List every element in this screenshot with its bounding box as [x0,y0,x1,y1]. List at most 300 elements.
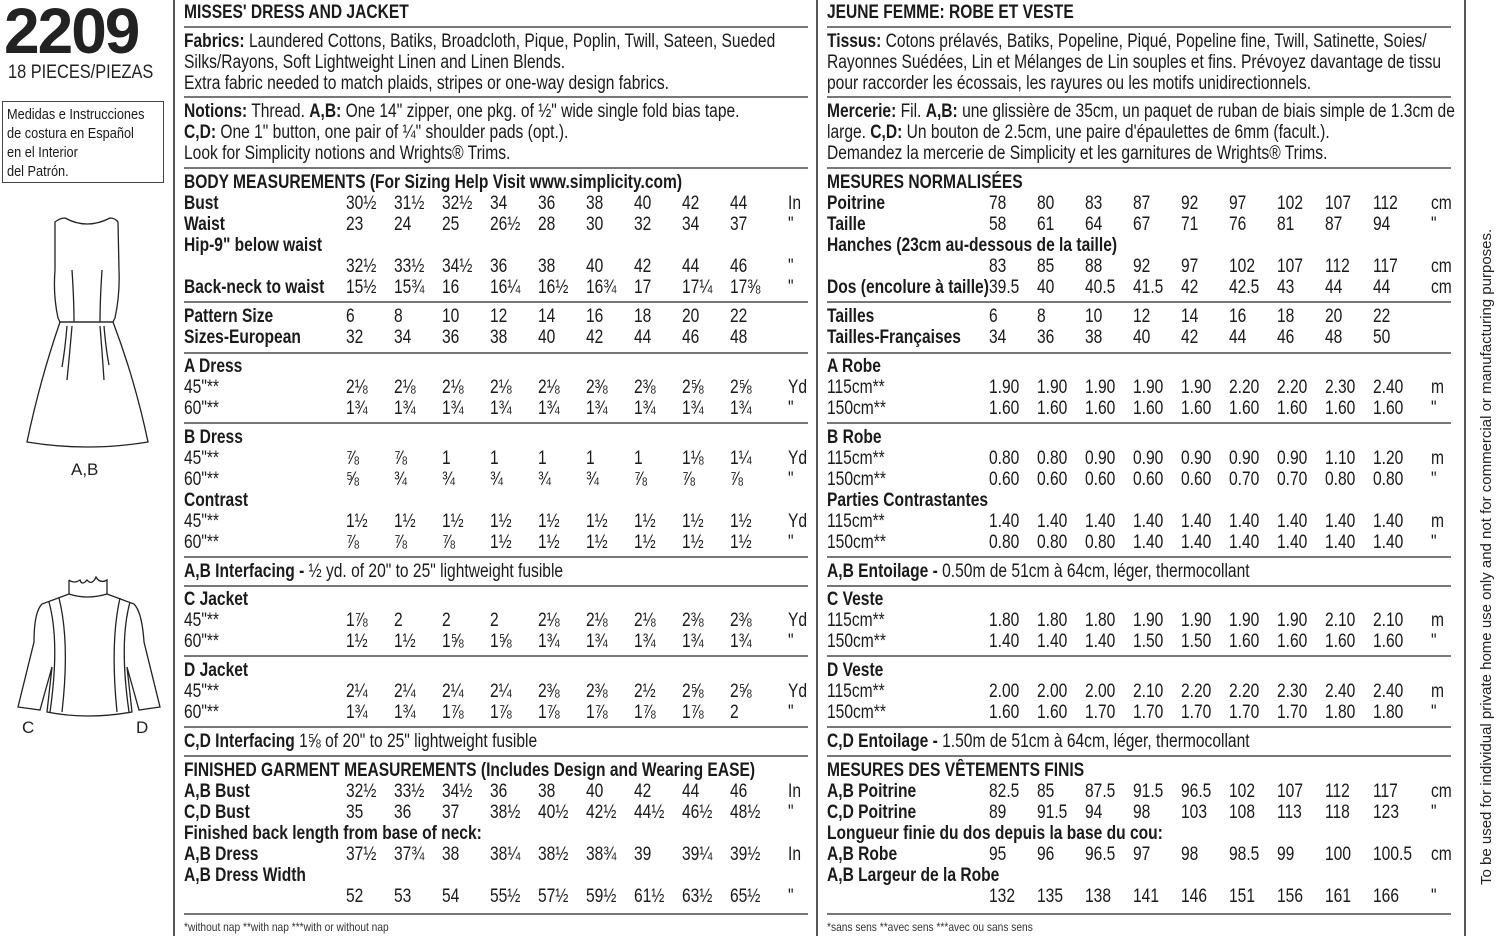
size-value: 2⅛ [490,377,512,398]
size-value: 67 [1133,214,1151,235]
unit-label: m [1431,511,1444,532]
table-row [827,377,1451,398]
table-row [184,532,808,553]
row-label: 150cm** [827,469,886,490]
size-value: 98.5 [1229,844,1260,865]
size-value: 97 [1229,193,1247,214]
size-value: 1¾ [730,398,752,419]
size-value: 38½ [490,802,521,823]
size-value: 12 [1133,306,1151,327]
divider [184,585,808,587]
table-row [827,823,1451,844]
size-value: 2¼ [442,681,464,702]
size-value: 1.70 [1133,702,1164,723]
size-value: 83 [1085,193,1103,214]
row-label: 45"** [184,681,219,702]
size-value: 17 [634,277,652,298]
size-value: 1½ [394,631,416,652]
table-row [184,448,808,469]
table-row [827,398,1451,419]
size-value: 2.10 [1373,610,1404,631]
spanish-note-box [2,101,164,183]
row-label: 115cm** [827,448,885,469]
size-value: 80 [1037,193,1055,214]
unit-label: " [788,469,794,490]
divider [827,422,1451,424]
size-value: 46 [1277,327,1295,348]
unit-label: m [1431,448,1444,469]
notions-text: Un bouton de 2.5cm, une paire d'épaulettes de 6mm (facult.). [902,122,1330,143]
size-value: 1.20 [1373,448,1404,469]
divider [827,301,1451,303]
divider [184,755,808,757]
notions-line [827,101,1455,122]
size-value: 1¾ [346,702,368,723]
size-value: 1.60 [1325,631,1356,652]
size-value: 1.40 [1373,532,1404,553]
size-value: 146 [1181,886,1207,907]
footnote: *without nap **with nap ***with or without nap [184,920,389,934]
size-value: 87 [1325,214,1343,235]
divider [184,301,808,303]
size-value: 2⅛ [538,377,560,398]
size-value: 28 [538,214,556,235]
size-value: 102 [1229,256,1255,277]
size-value: 96.5 [1085,844,1116,865]
size-value: 1½ [490,532,512,553]
spanish-note-line: del Patrón. [7,163,69,180]
row-label: Longueur finie du dos depuis la base du cou: [827,823,1163,844]
size-value: 0.60 [1181,469,1212,490]
fabrics-label: Fabrics: [184,31,245,52]
notions-line [184,101,740,122]
row-label: Tailles-Françaises [827,327,961,348]
unit-label: " [1431,802,1437,823]
row-label: Poitrine [827,193,886,214]
size-value: 2.40 [1325,681,1356,702]
size-value: 0.90 [1085,448,1116,469]
table-row [827,306,1451,327]
size-value: 35 [346,802,364,823]
size-value: 102 [1229,781,1255,802]
size-value: 1 [634,448,643,469]
size-value: 1.40 [1037,511,1068,532]
column-divider [173,0,175,936]
size-value: 2 [394,610,403,631]
fabrics-line: Silks/Rayons, Soft Lightweight Linen and Linen Blends. [184,52,566,73]
size-value: 108 [1229,802,1255,823]
size-value: 32½ [442,193,473,214]
size-value: ⅞ [634,469,648,490]
size-value: 0.80 [1325,469,1356,490]
unit-label: " [788,631,794,652]
row-label: Bust [184,193,219,214]
table-row [184,256,808,277]
table-row [184,398,808,419]
size-value: 161 [1325,886,1351,907]
size-value: 1¾ [730,631,752,652]
size-value: 26½ [490,214,521,235]
size-value: 96.5 [1181,781,1212,802]
size-value: ⅞ [442,532,456,553]
size-value: 99 [1277,844,1295,865]
size-value: 2⅛ [346,377,368,398]
size-value: 42 [1181,327,1199,348]
size-value: 1.90 [1229,610,1260,631]
table-row [184,660,808,681]
size-value: 33½ [394,781,425,802]
row-label: Hip-9" below waist [184,235,323,256]
pieces-count: 18 PIECES/PIEZAS [8,62,154,83]
size-value: 1½ [538,511,560,532]
unit-label: " [1431,702,1437,723]
divider [827,96,1451,98]
table-row [827,681,1451,702]
table-row [184,631,808,652]
size-value: 1⅞ [538,702,560,723]
unit-label: " [1431,631,1437,652]
unit-label: " [788,702,794,723]
size-value: 40 [634,193,652,214]
size-value: 92 [1133,256,1151,277]
size-value: 94 [1373,214,1391,235]
size-value: 1.90 [1181,610,1212,631]
divider [827,913,1451,915]
size-value: 38¾ [586,844,617,865]
notions-text: One 1" button, one pair of ¼" shoulder pads (opt.). [216,122,569,143]
size-value: 1¾ [538,398,560,419]
size-value: 1⅞ [442,702,464,723]
fabrics-line [827,31,1427,52]
size-value: 8 [394,306,403,327]
size-value: 78 [989,193,1007,214]
dress-illustration [20,210,155,455]
body-measurements-heading: MESURES NORMALISÉES [827,172,1023,193]
left-panel [0,0,168,936]
size-value: 2 [490,610,499,631]
size-value: 40 [586,781,604,802]
table-row [827,427,1451,448]
size-value: 41.5 [1133,277,1164,298]
row-label: C Jacket [184,589,249,610]
size-value: 52 [346,886,364,907]
size-value: 59½ [586,886,617,907]
table-row [827,490,1451,511]
divider [827,726,1451,728]
size-value: 1.40 [1229,532,1260,553]
size-value: 37 [442,802,460,823]
size-value: 48½ [730,802,761,823]
cd-interfacing [184,731,537,752]
notions-line: Demandez la mercerie de Simplicity et les garnitures de Wrights® Trims. [827,143,1328,164]
unit-label: Yd [788,448,808,469]
notions-text: Fil. [896,101,926,122]
table-row [184,214,808,235]
size-value: 2⅜ [730,610,752,631]
size-value: 1.60 [1133,398,1164,419]
size-value: 71 [1181,214,1199,235]
size-value: 1.80 [1037,610,1068,631]
notions-view-label: C,D: [184,122,217,143]
row-label: 150cm** [827,631,886,652]
unit-label: m [1431,610,1444,631]
size-value: 38 [538,256,556,277]
size-value: 33½ [394,256,425,277]
size-value: 2¼ [490,681,512,702]
size-value: 1.40 [1325,511,1356,532]
size-value: 0.80 [1037,532,1068,553]
row-label: A,B Dress [184,844,259,865]
table-row [827,631,1451,652]
notions-text: Thread. [247,101,310,122]
size-value: 1¾ [394,398,416,419]
size-value: 1.60 [1277,398,1308,419]
size-value: 91.5 [1133,781,1164,802]
size-value: 0.80 [1373,469,1404,490]
row-label: D Veste [827,660,884,681]
table-row [184,469,808,490]
size-value: 0.90 [1277,448,1308,469]
size-value: 37 [730,214,748,235]
size-value: 87 [1133,193,1151,214]
table-row [184,327,808,348]
size-value: 42 [634,781,652,802]
size-value: 87.5 [1085,781,1116,802]
size-value: 1.80 [1085,610,1116,631]
size-value: 34½ [442,256,473,277]
size-value: 1.40 [989,631,1020,652]
size-value: 38¼ [490,844,521,865]
size-value: ⅞ [346,448,360,469]
size-value: 2.10 [1133,681,1164,702]
size-value: ⅞ [394,532,408,553]
size-value: ⅞ [346,532,360,553]
divider [184,655,808,657]
section-title: JEUNE FEMME: ROBE ET VESTE [827,2,1074,23]
row-label: A Robe [827,356,881,377]
size-value: 98 [1133,802,1151,823]
size-value: 1¾ [586,398,608,419]
row-label: B Robe [827,427,882,448]
size-value: 18 [1277,306,1295,327]
body-measurements-heading: BODY MEASUREMENTS (For Sizing Help Visit www.simplicity.com) [184,172,683,193]
size-value: 36 [1037,327,1055,348]
divider [184,422,808,424]
size-value: 34½ [442,781,473,802]
size-value: 44 [1229,327,1247,348]
size-value: 16¾ [586,277,617,298]
size-value: 64 [1085,214,1103,235]
row-label: D Jacket [184,660,249,681]
size-value: 1¾ [634,398,656,419]
size-value: 36 [442,327,460,348]
size-value: 81 [1277,214,1295,235]
size-value: 1½ [442,511,464,532]
size-value: 1½ [682,511,704,532]
size-value: 1½ [394,511,416,532]
size-value: 42 [682,193,700,214]
size-value: 44 [634,327,652,348]
size-value: 40 [538,327,556,348]
notions-line [184,122,568,143]
size-value: ¾ [394,469,408,490]
row-label: A,B Bust [184,781,250,802]
size-value: 17⅜ [730,277,761,298]
interfacing-label: C,D Entoilage - [827,731,938,752]
row-label: Waist [184,214,225,235]
size-value: 1¾ [346,398,368,419]
size-value: 1¾ [634,631,656,652]
size-value: 36 [490,256,508,277]
notions-label: Mercerie: [827,101,897,122]
notions-label: Notions: [184,101,248,122]
size-value: 8 [1037,306,1046,327]
table-row [184,681,808,702]
size-value: 2 [442,610,451,631]
size-value: 39.5 [989,277,1020,298]
size-value: 1½ [538,532,560,553]
notions-view-label: A,B: [309,101,342,122]
size-value: 92 [1181,193,1199,214]
size-value: 1½ [730,511,752,532]
unit-label: cm [1431,277,1452,298]
table-row [184,589,808,610]
row-label: C Veste [827,589,884,610]
fabrics-text: Cotons prélavés, Batiks, Popeline, Piqué, Popeline fine, Twill, Satinette, Soies/ [881,31,1427,52]
divider [827,167,1451,169]
row-label: 150cm** [827,398,886,419]
size-value: 42 [1181,277,1199,298]
row-label: 60"** [184,631,219,652]
size-value: 89 [989,802,1007,823]
notions-line [827,122,1330,143]
size-value: 16 [442,277,460,298]
size-value: 1.80 [989,610,1020,631]
size-value: 117 [1373,256,1398,277]
table-row [827,193,1451,214]
size-value: 1⅞ [490,702,512,723]
row-label: Parties Contrastantes [827,490,989,511]
row-label: A Dress [184,356,243,377]
size-value: 1.60 [1373,631,1404,652]
size-value: 25 [442,214,460,235]
size-value: 1 [490,448,499,469]
row-label: C,D Poitrine [827,802,917,823]
figure-label-ab: A,B [71,460,99,479]
size-value: 2½ [634,681,656,702]
table-row [184,886,808,907]
size-value: 1⅞ [346,610,368,631]
size-value: 14 [1181,306,1199,327]
size-value: 2⅛ [394,377,416,398]
divider [827,352,1451,354]
table-row [827,702,1451,723]
row-label: 150cm** [827,702,886,723]
size-value: 1¾ [394,702,416,723]
size-value: 6 [346,306,355,327]
size-value: 1.60 [1037,702,1068,723]
size-value: 1½ [490,511,512,532]
size-value: 2.00 [1085,681,1116,702]
size-value: 1.60 [1085,398,1116,419]
size-value: 2⅜ [538,681,560,702]
size-value: 97 [1181,256,1199,277]
table-row [184,356,808,377]
size-value: 2⅝ [730,681,752,702]
size-value: 53 [394,886,412,907]
size-value: 15¾ [394,277,425,298]
size-value: 1½ [730,532,752,553]
unit-label: " [788,214,794,235]
fabrics-line [184,31,775,52]
size-value: 2⅜ [682,610,704,631]
size-value: 0.90 [1133,448,1164,469]
row-label: 60"** [184,469,219,490]
size-value: 1.60 [1229,398,1260,419]
size-value: 44 [1373,277,1391,298]
size-value: 1.40 [1133,511,1164,532]
size-value: 40½ [538,802,569,823]
size-value: 100.5 [1373,844,1412,865]
size-value: 2.30 [1277,681,1308,702]
unit-label: Yd [788,610,808,631]
size-value: 10 [1085,306,1103,327]
divider [827,556,1451,558]
size-value: 38 [586,193,604,214]
table-row [184,702,808,723]
table-row [827,886,1451,907]
size-value: 1.40 [1277,511,1308,532]
size-value: 1.80 [1325,702,1356,723]
size-value: 14 [538,306,556,327]
size-value: 1.40 [1133,532,1164,553]
size-value: 2.00 [989,681,1020,702]
size-value: 1.90 [1133,377,1164,398]
table-row [827,256,1451,277]
size-value: 1¾ [586,631,608,652]
size-value: 63½ [682,886,713,907]
size-value: 42½ [586,802,617,823]
size-value: 1.90 [1037,377,1068,398]
interfacing-label: A,B Interfacing - [184,561,305,582]
size-value: ⅞ [730,469,744,490]
size-value: 40 [1037,277,1055,298]
size-value: 12 [490,306,508,327]
size-value: 16 [1229,306,1247,327]
unit-label: " [788,277,794,298]
figure-label-c: C [22,718,35,737]
size-value: 1.60 [1229,631,1260,652]
size-value: 2⅛ [538,610,560,631]
size-value: 91.5 [1037,802,1068,823]
figure-label-d: D [136,718,149,737]
size-value: 1.40 [1085,511,1116,532]
size-value: 1.40 [1229,511,1260,532]
size-value: 82.5 [989,781,1020,802]
size-value: 42 [634,256,652,277]
ab-interfacing [827,561,1250,582]
size-value: 1.90 [1277,610,1308,631]
unit-label: cm [1431,781,1452,802]
unit-label: cm [1431,193,1452,214]
unit-label: cm [1431,256,1452,277]
size-value: 2.40 [1373,377,1404,398]
divider [184,726,808,728]
size-value: 2⅛ [442,377,464,398]
size-value: 1½ [682,532,704,553]
size-value: 24 [394,214,412,235]
size-value: 0.60 [1037,469,1068,490]
